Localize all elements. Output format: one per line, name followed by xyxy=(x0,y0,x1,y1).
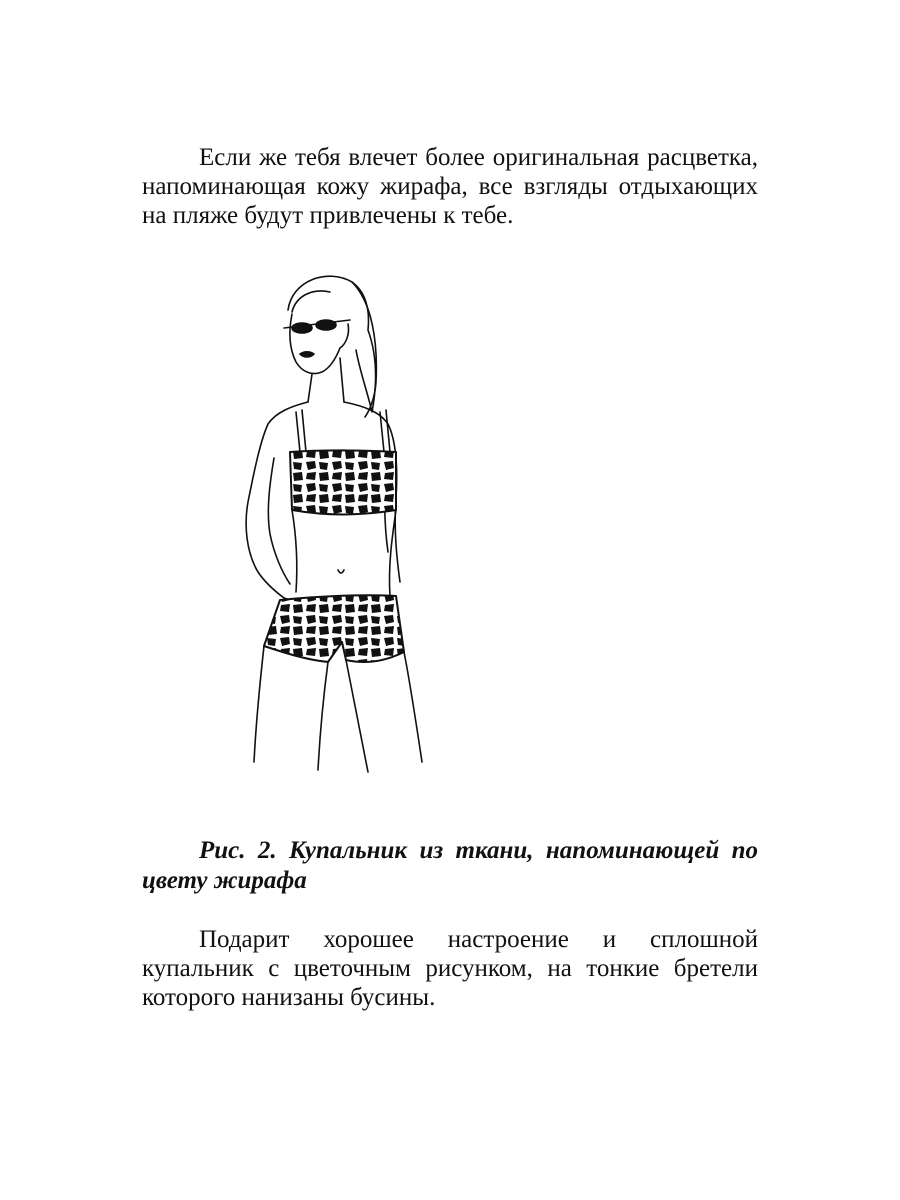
body-paragraph: Подарит хорошее настроение и сплошной купальник с цветочным рисунком, на тонкие бретели которого нанизаны бусины. xyxy=(142,926,758,1011)
swimsuit-illustration xyxy=(200,262,460,782)
body-paragraph: Если же тебя влечет более оригинальная расцветка, напоминающая кожу жирафа, все взгляды отдыхающих на пляже будут привлечены к тебе. xyxy=(142,144,758,229)
figure-caption: Рис. 2. Купальник из ткани, напоминающей по цвету жирафа xyxy=(142,837,758,894)
